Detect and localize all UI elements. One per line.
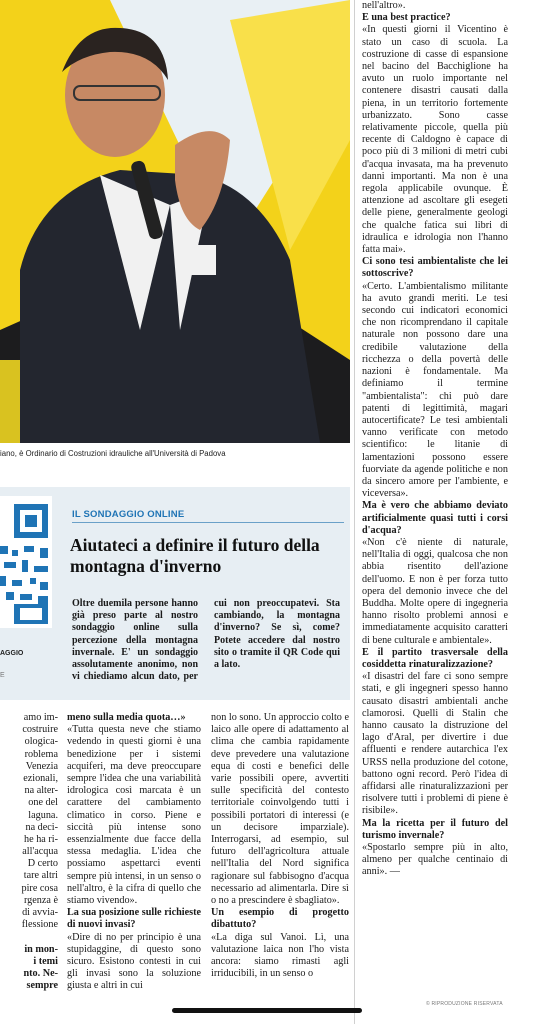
column-4-question: Ma è vero che abbiamo deviato artificialmente quasi tutti i corsi d'acqua? [362, 500, 508, 536]
column-1-line: ezionali, [23, 772, 58, 784]
column-3-question: Un esempio di progetto dibattuto? [211, 907, 349, 931]
column-1-line: na deci- [25, 821, 58, 833]
column-1-line: sempre [26, 980, 58, 992]
column-1-line: Venezia [25, 760, 58, 772]
column-1-line: amo im- [23, 712, 58, 723]
column-4-paragraph: nell'altro». [362, 0, 406, 11]
column-4-paragraph: «I disastri del fare ci sono sempre stati, e gli ingegneri spesso hanno causato disastri ambientali anche clamorosi. Quelli di Stalin che hanno causato la distruzione del lago d'Aral, per divertire i due affluenti e rendere autarchica l'ex URSS nella produzione del cotone, battono ogni record. Però l'idea di affidarsi alle rinaturalizzazioni per risolvere tutti i problemi di piene è risibile». [362, 671, 508, 817]
kicker-rule [72, 522, 344, 523]
column-1-line: na alter- [24, 785, 58, 797]
qr-code-icon [0, 496, 52, 628]
column-2-lead: meno sulla media quota…» [67, 712, 186, 723]
column-4-question: E una best practice? [362, 12, 451, 24]
survey-kicker: IL SONDAGGIO ONLINE [72, 509, 185, 520]
column-4-question: Ma la ricetta per il futuro del turismo invernale? [362, 817, 508, 841]
qr-code [0, 496, 52, 628]
home-indicator[interactable] [172, 1008, 362, 1013]
column-1-line: i temi [33, 955, 58, 967]
qr-label: AGGIO [0, 650, 24, 657]
column-1-line [0, 931, 58, 943]
article-photo [0, 0, 350, 443]
column-4-paragraph: «In questi giorni il Vicentino è stato un caso di scuola. La costruzione di casse di espansione nel bacino del Bacchiglione ha avuto un ruolo importante nel contenere disastri causati dalla piena, in un territorio fortemente urbanizzato. Sono casse relativamente piccole, quella più recente di Caldogno è capace di poco più di 3 milioni di metri cubi d'acqua invasata, ma ha prevenuto danni importanti. Ma non è una regola applicabile ovunque. È attenzione ad ascoltare gli esegeti delle piene, generalmente geologi che qualche fatica sui libri di idraulica e idrologia non l'hanno fatta mai». [362, 24, 508, 256]
column-1-line: in mon- [24, 943, 58, 955]
column-1-line: pire cosa [21, 882, 58, 894]
survey-text: Oltre duemila persone hanno già preso parte al nostro sondaggio online sulla percezione della montagna invernale. E' un sondaggio assolutamente anonimo, non vi chiediamo alcun dato, per cui non preoccupatevi. Sta cambiando, la montagna d'inverno? Se sì, come? Potete accedere dal nostro sito o tramite il QR Code qui a lato. [72, 598, 340, 683]
column-1-line: nto. Ne- [23, 967, 58, 979]
column-4-paragraph: «Spostarlo sempre più in alto, almeno per qualche centinaio di anni». — [362, 842, 508, 878]
column-1-line: laguna. [28, 809, 58, 821]
column-2-paragraph: «Dire di no per principio è una stupidaggine, di questo sono sicuro. Esistono contesti in cui gli invasi sono la soluzione giusta e altri in cui [67, 931, 201, 992]
survey-headline: Aiutateci a definire il futuro della montagna d'inverno [70, 535, 320, 576]
column-4-question: Ci sono tesi ambientaliste che lei sottoscrive? [362, 256, 508, 280]
column-1-line: ologica- [24, 736, 58, 748]
column-4-paragraph: «Certo. L'ambientalismo militante ha avuto grandi meriti. Le tesi secondo cui indicatori economici che non ricomprendano il capitale naturale non possono dare una credibile valutazione della ricchezza o della povertà delle nazioni è fondamentale. Ma definiamo il termine "ambientalista": chi può dare patenti di legittimità, magari autocertificate? Le tesi ambientali vanno verificate con metodo scientifico: le litanie di lamentazioni possono essere fuorviate da agende politiche e non da sincero amore per l'ambiente, e viceversa». [362, 280, 508, 500]
column-1 [0, 712, 58, 992]
column-3-paragraph: «La diga sul Vanoi. Lì, una valutazione laica non l'ho vista ancora: siamo rimasti agli irriducibili, in un senso o [211, 931, 349, 980]
column-2 [67, 712, 201, 993]
column-1-line: flessione [21, 919, 58, 931]
column-4 [362, 0, 508, 879]
qr-label-secondary: E [0, 672, 5, 679]
column-1-line: costruire [22, 724, 58, 736]
column-3-paragraph: non lo sono. Un approccio colto e laico alle opere di adattamento al clima che cambia rapidamente deve prevedere una valutazione equa di costi e benefici delle varie possibili opere, avvertiti sulle specificità del contesto territoriale coinvolgendo tutti i possibili portatori di interessi (e un decisore imparziale). Interrogarsi, ad esempio, sul futuro dell'agricoltura attuale nell'Italia del Nord significa ragionare sul fabbisogno d'acqua necessario ad alimentarla. Dire sì o no a prescindere è sbagliato». [211, 712, 349, 907]
column-1-line: di avvia- [22, 907, 58, 918]
column-1-line: he ha ri- [24, 833, 58, 845]
column-4-question: E il partito trasversale della cosiddetta rinaturalizzazione? [362, 646, 508, 670]
photo-illustration [0, 0, 350, 443]
copyright-notice: © RIPRODUZIONE RISERVATA [426, 1001, 503, 1007]
column-1-line: one del [28, 797, 58, 809]
column-4-paragraph: «Non c'è niente di naturale, nell'Italia di oggi, qualcosa che non abbia risentito dell'azione dell'uomo. E non è per forza tutto opera del demonio invece che del Buddha. Molte opere di ingegneria hanno risolto problemi annosi e immediatamente acquisito caratteri di bene culturale e ambientale». [362, 536, 508, 646]
column-1-line: roblema [24, 748, 58, 760]
column-1-line: D certo [27, 858, 58, 870]
photo-caption: iano, è Ordinario di Costruzioni idrauliche all'Università di Padova [0, 449, 226, 458]
column-2-question: La sua posizione sulle richieste di nuovi invasi? [67, 907, 201, 931]
column-divider [354, 0, 355, 1024]
column-2-paragraph: «Tutta questa neve che stiamo vedendo in questi giorni è una benedizione per i sistemi acquiferi, ma deve preoccupare sempre l'idea che una variabilità idrologica così marcata è un carattere del cambiamento climatico in corso. Piene e siccità più intense sono essenzialmente due facce della stessa medaglia. L'idea che possiamo aspettarci eventi sempre più intensi, in un senso o nell'altro, è la cifra di quello che stiamo vivendo». [67, 724, 201, 907]
column-1-line: rgenza è [23, 894, 58, 906]
column-1-line: all'acqua [22, 846, 58, 858]
column-3 [211, 712, 349, 980]
column-1-line: tare altri [23, 870, 58, 882]
